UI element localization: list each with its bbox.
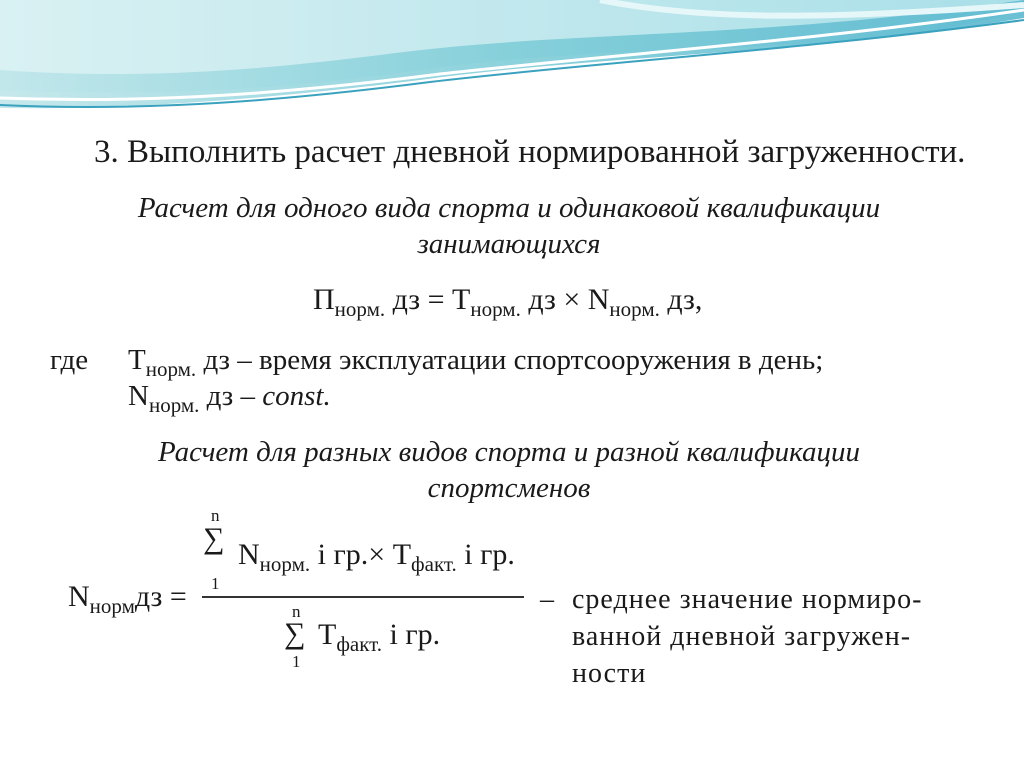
formula-2-denominator <box>318 618 440 657</box>
decorative-waves <box>0 0 1024 130</box>
formula-1-sub-2: норм. <box>470 297 521 321</box>
formula-1-part-1: дз = Т <box>385 283 471 316</box>
slide-content <box>30 120 988 690</box>
denominator-t-subscript: факт. <box>336 632 383 656</box>
denominator-sum-lower: 1 <box>292 652 301 671</box>
description-line-3: ности <box>572 658 647 689</box>
subhead-2-line-2: спортсменов <box>427 472 591 504</box>
where-t-subscript: норм. <box>145 357 197 381</box>
numerator-n-subscript: норм. <box>259 552 311 576</box>
formula-2-lhs <box>68 580 187 619</box>
formula-1 <box>313 283 702 322</box>
subhead-1-line-2: занимающихся <box>417 228 601 260</box>
denominator-sigma-icon: ∑ <box>284 617 306 650</box>
numerator-middle: i гр.× Т <box>310 538 412 571</box>
subhead-2-line-1: Расчет для разных видов спорта и разной квалификации <box>158 436 860 468</box>
denominator-sum-upper: n <box>292 602 301 621</box>
where-n-symbol: N <box>128 380 149 412</box>
numerator-sum-lower: 1 <box>211 574 220 593</box>
where-word: где <box>50 344 89 376</box>
slide-title: 3. Выполнить расчет дневной нормированной загруженности. <box>94 134 966 170</box>
description-line-1: среднее значение нормиро- <box>572 584 923 615</box>
where-t-text: дз – время эксплуатации спортсооружения в день; <box>196 344 824 376</box>
where-t-symbol: Т <box>128 344 146 376</box>
formula-1-sub-3: норм. <box>609 297 660 321</box>
where-t-definition <box>128 344 823 382</box>
formula-1-sub-1: норм. <box>334 297 386 321</box>
subhead-1-line-1: Расчет для одного вида спорта и одинаковой квалификации <box>137 192 881 224</box>
where-n-const: const. <box>262 380 331 412</box>
formula-2-numerator <box>238 538 515 577</box>
numerator-t-subscript: факт. <box>411 552 457 576</box>
numerator-sigma-icon: ∑ <box>203 522 225 555</box>
formula-2-lhs-subscript: норм <box>89 594 135 618</box>
where-n-subscript: норм. <box>148 393 200 417</box>
formula-2-lhs-rest: дз = <box>134 580 187 613</box>
where-n-text: дз – <box>199 380 263 412</box>
fraction-bar <box>202 596 524 598</box>
formula-1-part-2: дз × N <box>520 283 610 316</box>
description-dash: – <box>540 584 555 615</box>
numerator-n: N <box>238 538 260 571</box>
description-line-2: ванной дневной загружен- <box>572 621 912 652</box>
numerator-end: i гр. <box>456 538 515 571</box>
denominator-end: i гр. <box>382 618 441 651</box>
numerator-sum-upper: n <box>211 506 220 525</box>
formula-1-part-3: дз, <box>659 283 703 316</box>
formula-1-p: П <box>313 283 335 316</box>
denominator-t: Т <box>318 618 337 651</box>
where-n-definition <box>128 380 331 418</box>
formula-2-lhs-symbol: N <box>68 580 90 613</box>
